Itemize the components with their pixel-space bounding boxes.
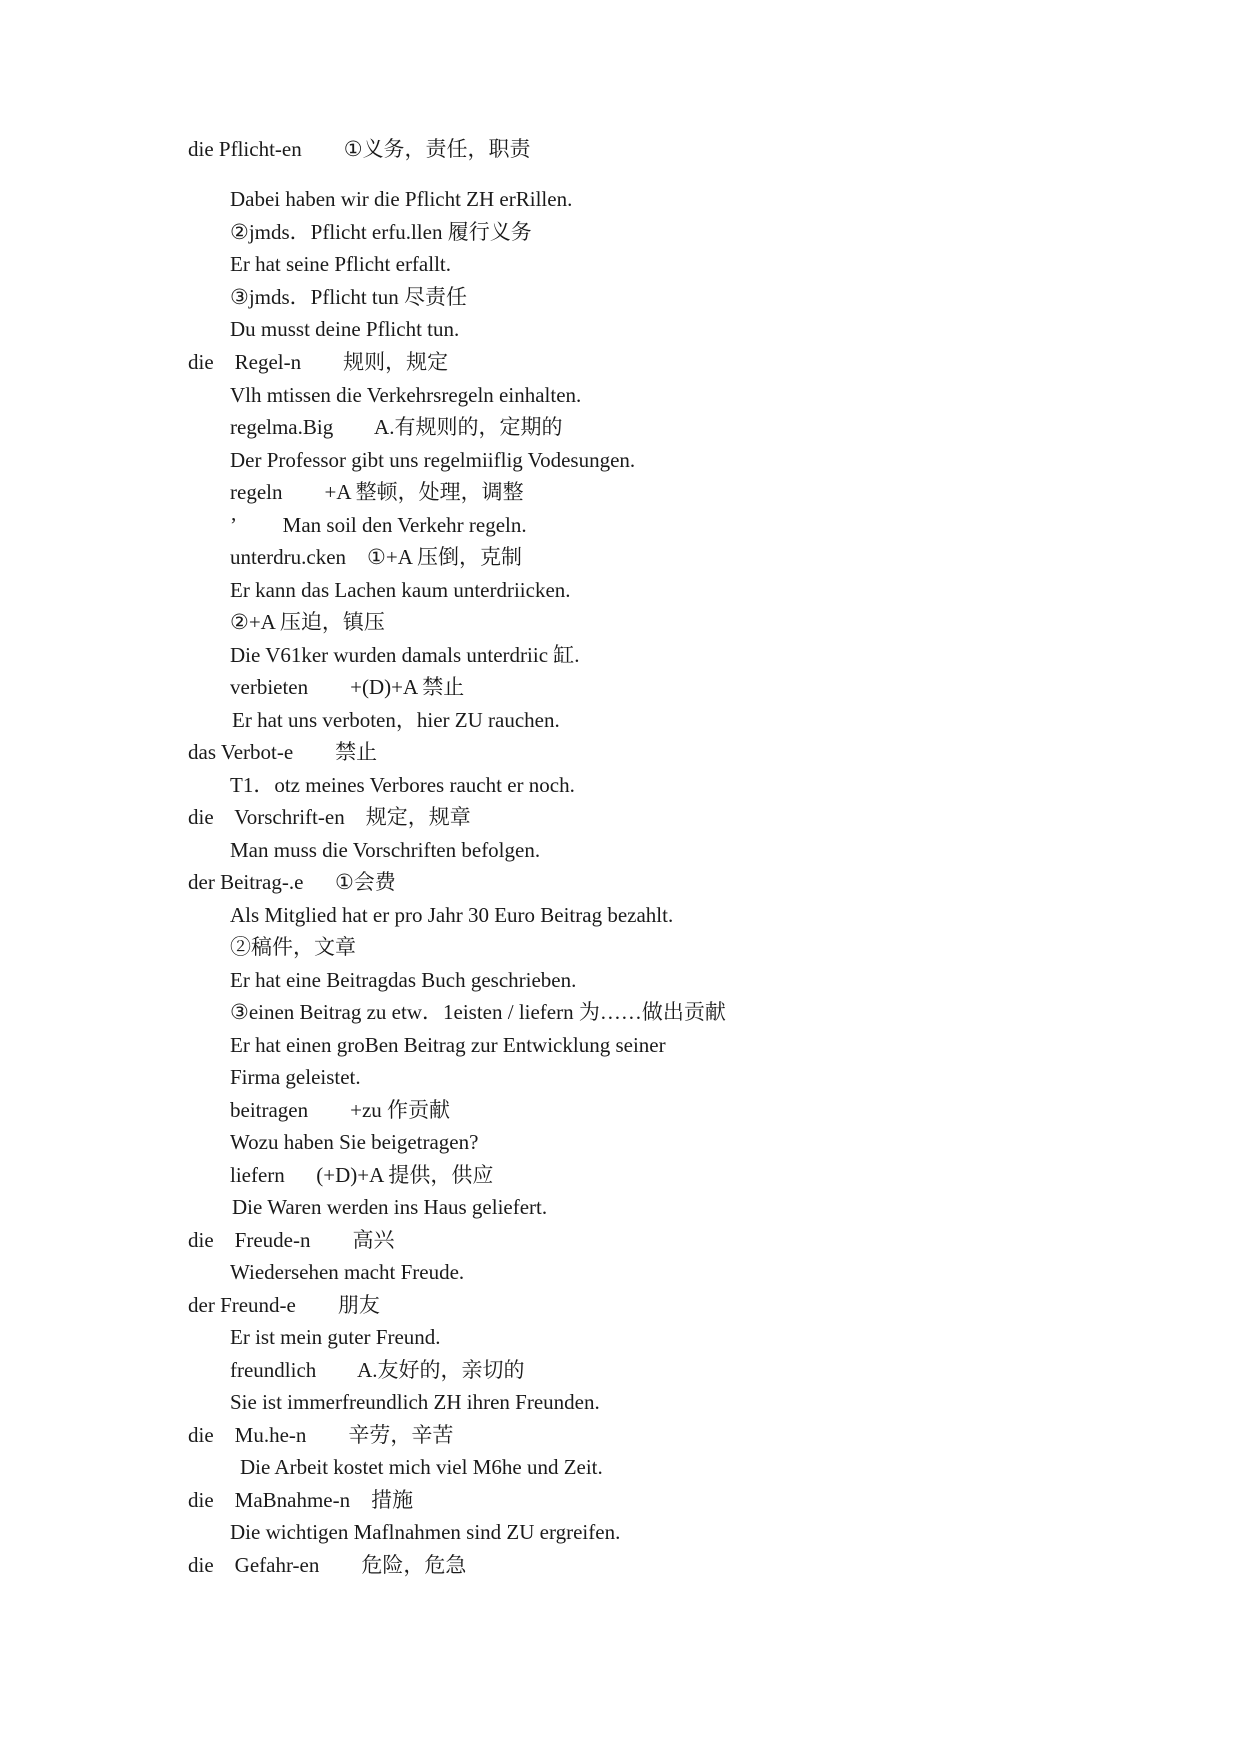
example-line: Wiedersehen macht Freude. [230, 1260, 465, 1284]
entry-headword-line: der Freund-e 朋友 [188, 1293, 380, 1317]
example-line: Man muss die Vorschriften befolgen. [230, 838, 541, 862]
entry-headword-line: die Freude-n 高兴 [188, 1228, 395, 1252]
example-line: Er ist mein guter Freund. [230, 1325, 441, 1349]
entry-headword-line: die Gefahr-en 危险，危急 [188, 1553, 467, 1577]
example-line: Wozu haben Sie beigetragen? [230, 1130, 479, 1154]
sub-entry-line: verbieten +(D)+A 禁止 [230, 675, 465, 699]
example-line: Die wichtigen Maflnahmen sind ZU ergreifen. [230, 1520, 621, 1544]
entry-headword-line: die Vorschrift-en 规定，规章 [188, 805, 471, 829]
sub-entry-line: ②jmds．Pflicht erfu.llen 履行义务 [230, 220, 532, 244]
entry-headword-line: das Verbot-e 禁止 [188, 740, 378, 764]
example-line: Er hat eine Beitragdas Buch geschrieben. [230, 968, 577, 992]
entry-headword-line: die Mu.he-n 辛劳，辛苦 [188, 1423, 454, 1447]
entry-headword-line: die Regel-n 规则，规定 [188, 350, 449, 374]
entry-headword-line: die MaBnahme-n 措施 [188, 1488, 414, 1512]
entry-headword-line: der Beitrag-.e ①会费 [188, 870, 396, 894]
example-line: Die Arbeit kostet mich viel M6he und Zeit. [240, 1455, 603, 1479]
example-line: Vlh mtissen die Verkehrsregeln einhalten. [230, 383, 582, 407]
sub-entry-line: ③jmds．Pflicht tun 尽责任 [230, 285, 467, 309]
sub-entry-line: regelma.Big A.有规则的，定期的 [230, 415, 563, 439]
example-line: Firma geleistet. [230, 1065, 361, 1089]
sub-entry-line: regeln +A 整顿，处理，调整 [230, 480, 524, 504]
example-line: Die Waren werden ins Haus geliefert. [232, 1195, 548, 1219]
entry-headword-line: die Pflicht-en ①义务，责任，职责 [188, 137, 531, 161]
sub-entry-line: unterdru.cken ①+A 压倒，克制 [230, 545, 522, 569]
sub-entry-line: freundlich A.友好的，亲切的 [230, 1358, 525, 1382]
example-line: ’ Man soil den Verkehr regeln. [230, 513, 527, 537]
example-line: T1．otz meines Verbores raucht er noch. [230, 773, 575, 797]
example-line: Er hat uns verboten，hier ZU rauchen. [232, 708, 560, 732]
sub-entry-line: ③einen Beitrag zu etw．1eisten / liefern 为……做出贡献 [230, 1000, 726, 1024]
sub-entry-line: liefern (+D)+A 提供，供应 [230, 1163, 494, 1187]
sub-entry-line: ②+A 压迫，镇压 [230, 610, 385, 634]
example-line: Der Professor gibt uns regelmiiflig Vodesungen. [230, 448, 636, 472]
example-line: Er hat einen groBen Beitrag zur Entwicklung seiner [230, 1033, 666, 1057]
example-line: Sie ist immerfreundlich ZH ihren Freunden. [230, 1390, 600, 1414]
example-line: Als Mitglied hat er pro Jahr 30 Euro Beitrag bezahlt. [230, 903, 674, 927]
example-line: Er hat seine Pflicht erfallt. [230, 252, 452, 276]
example-line: Die V61ker wurden damals unterdriic 缸. [230, 643, 580, 667]
example-line: Dabei haben wir die Pflicht ZH erRillen. [230, 187, 573, 211]
sub-entry-line: beitragen +zu 作贡献 [230, 1098, 451, 1122]
example-line: Er kann das Lachen kaum unterdriicken. [230, 578, 571, 602]
example-line: Du musst deine Pflicht tun. [230, 317, 460, 341]
sub-entry-line: ②稿件，文章 [230, 935, 356, 959]
